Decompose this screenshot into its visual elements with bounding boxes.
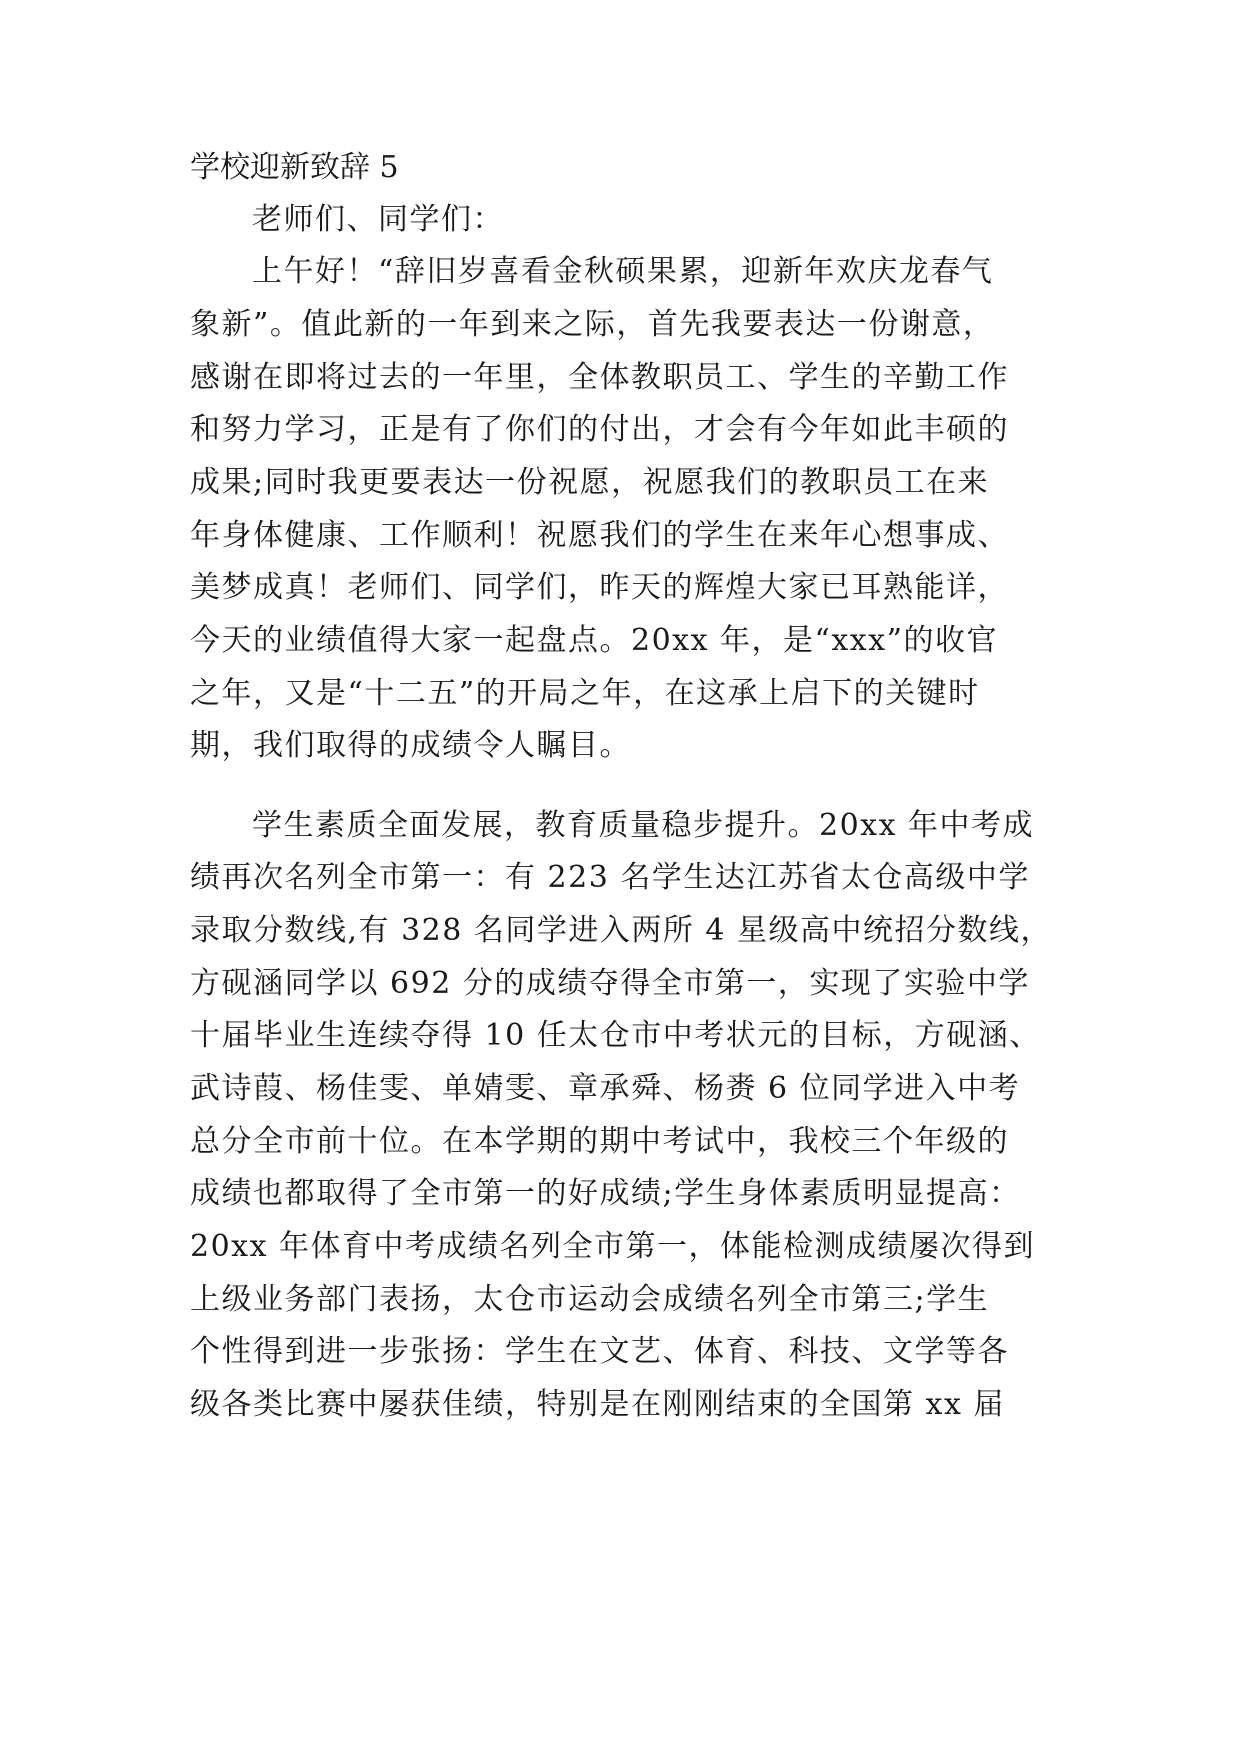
paragraph-line: 成绩也都取得了全市第一的好成绩;学生身体素质明显提高： xyxy=(190,1176,1021,1211)
paragraph-line: 象新”。值此新的一年到来之际，首先我要表达一份谢意， xyxy=(190,307,995,342)
paragraph-line: 上午好！“辞旧岁喜看金秋硕果累，迎新年欢庆龙春气 xyxy=(252,254,994,289)
paragraph-line: 今天的业绩值得大家一起盘点。20xx 年，是“xxx”的收官 xyxy=(190,623,998,658)
paragraph-line: 十届毕业生连续夺得 10 任太仓市中考状元的目标，方砚涵、 xyxy=(190,1018,1041,1053)
paragraph-line: 之年，又是“十二五”的开局之年，在这承上启下的关键时 xyxy=(190,676,980,711)
paragraph-line: 个性得到进一步张扬：学生在文艺、体育、科技、文学等各 xyxy=(190,1334,1009,1369)
paragraph-line: 美梦成真！老师们、同学们，昨天的辉煌大家已耳熟能详， xyxy=(190,570,1009,605)
paragraph-line: 绩再次名列全市第一：有 223 名学生达江苏省太仓高级中学 xyxy=(190,860,1030,895)
paragraph-line: 上级业务部门表扬，太仓市运动会成绩名列全市第三;学生 xyxy=(190,1282,990,1317)
paragraph-line: 20xx 年体育中考成绩名列全市第一，体能检测成绩屡次得到 xyxy=(190,1229,1036,1264)
paragraph-line: 老师们、同学们： xyxy=(252,202,504,237)
paragraph-line: 方砚涵同学以 692 分的成绩夺得全市第一，实现了实验中学 xyxy=(190,966,1030,1001)
paragraph-line: 级各类比赛中屡获佳绩，特别是在刚刚结束的全国第 xx 届 xyxy=(190,1387,1005,1422)
paragraph-line: 感谢在即将过去的一年里，全体教职员工、学生的辛勤工作 xyxy=(190,360,1009,395)
paragraph-line: 和努力学习，正是有了你们的付出，才会有今年如此丰硕的 xyxy=(190,412,1009,447)
paragraph-line: 期，我们取得的成绩令人瞩目。 xyxy=(190,728,631,763)
paragraph-line: 成果;同时我更要表达一份祝愿，祝愿我们的教职员工在来 xyxy=(190,465,990,500)
paragraph-line: 总分全市前十位。在本学期的期中考试中，我校三个年级的 xyxy=(190,1124,1009,1159)
paragraph-line: 学生素质全面发展，教育质量稳步提升。20xx 年中考成 xyxy=(252,808,1035,843)
paragraph-line: 年身体健康、工作顺利！祝愿我们的学生在来年心想事成、 xyxy=(190,518,1009,553)
paragraph-line: 录取分数线,有 328 名同学进入两所 4 星级高中统招分数线， xyxy=(190,913,1053,948)
document-title: 学校迎新致辞 5 xyxy=(190,150,399,185)
paragraph-line: 武诗葭、杨佳雯、单婧雯、章承舜、杨赉 6 位同学进入中考 xyxy=(190,1071,1021,1106)
